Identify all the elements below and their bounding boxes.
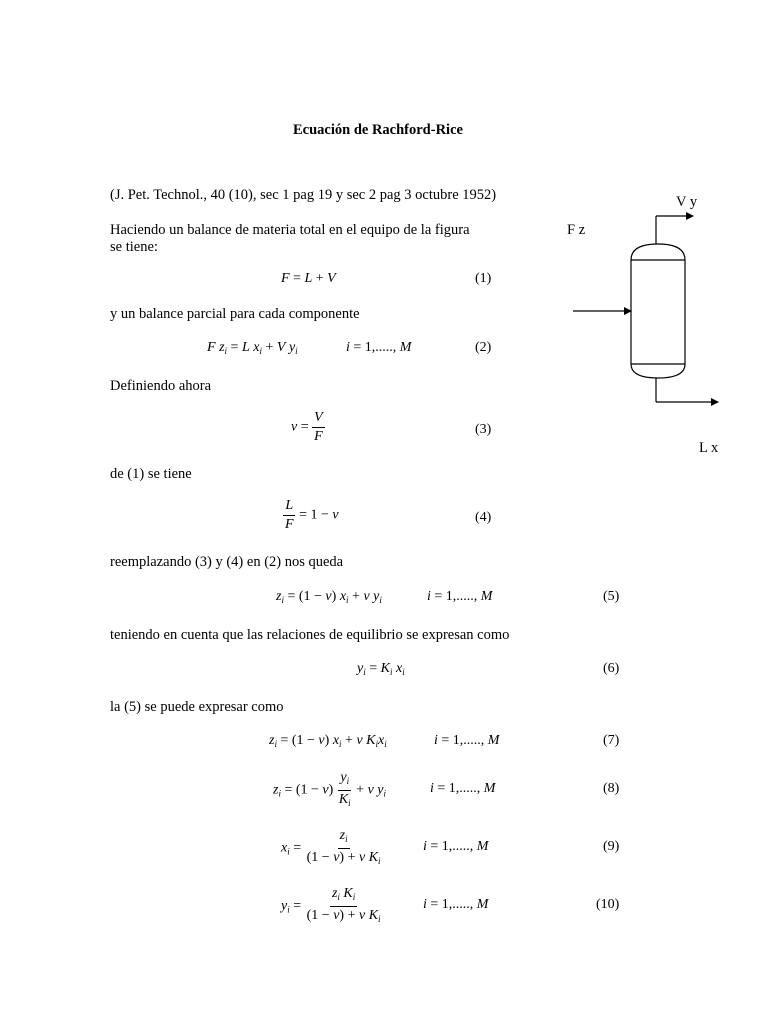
equation-5: $z_i = (1 - v) x_i + v$ $y_i$ xyxy=(276,589,382,605)
figure-label-liquid: L x xyxy=(699,440,719,456)
paragraph-balance-total-cont: se tiene: xyxy=(110,239,158,255)
equation-2: F $z_i = L$ $x_i + V$ $y_i$ xyxy=(207,340,298,356)
figure-label-vapor: V y xyxy=(676,194,698,210)
equation-number-5: (5) xyxy=(603,589,620,604)
equation-number-1: (1) xyxy=(475,271,492,286)
equation-4: $\frac{L}{F}$ = 1 − v xyxy=(285,498,339,532)
paragraph-de-1: de (1) se tiene xyxy=(110,466,192,482)
equation-6: $y_i = K_i$ $x_i$ xyxy=(357,661,405,677)
equation-8: $z_i = (1 - v)$ $\frac{y_i}{K_i}$ + v $y_i$ xyxy=(273,770,387,808)
reference-citation: (J. Pet. Technol., 40 (10), sec 1 pag 19 y sec 2 pag 3 octubre 1952) xyxy=(110,187,497,203)
paragraph-reemplazando: reemplazando (3) y (4) en (2) nos queda xyxy=(110,554,344,570)
equation-number-4: (4) xyxy=(475,510,492,525)
vessel-body xyxy=(631,244,685,378)
equation-number-8: (8) xyxy=(603,781,620,796)
paragraph-definiendo: Definiendo ahora xyxy=(110,378,212,394)
equation-7: $z_i = (1 - v) x_i + v$ $K_ix_i$ xyxy=(269,733,387,749)
paragraph-equilibrio: teniendo en cuenta que las relaciones de equilibrio se expresan como xyxy=(110,627,510,643)
paragraph-expresar: la (5) se puede expresar como xyxy=(110,699,284,715)
equation-9: $x_i$ = $\frac{z_i}{(1 - v) + v K_i}$ xyxy=(281,828,381,866)
equation-number-2: (2) xyxy=(475,340,492,355)
range-eq-9: i = 1,....., M xyxy=(423,839,489,854)
paragraph-balance-parcial: y un balance parcial para cada componente xyxy=(110,306,360,322)
equation-3: v = $\frac{V}{F}$ xyxy=(291,410,323,444)
equation-number-7: (7) xyxy=(603,733,620,748)
range-eq-5: i = 1,....., M xyxy=(427,589,493,604)
figure-label-feed: F z xyxy=(567,222,586,238)
range-eq-2: i = 1,....., M xyxy=(346,340,412,355)
equation-10: $y_i$ = $\frac{z_i K_i}{(1 - v) + v K_i}$ xyxy=(281,886,381,924)
equation-1: F = L + V xyxy=(281,271,336,286)
equation-number-3: (3) xyxy=(475,422,492,437)
range-eq-10: i = 1,....., M xyxy=(423,897,489,912)
equation-number-9: (9) xyxy=(603,839,620,854)
equation-number-10: (10) xyxy=(596,897,620,912)
paragraph-balance-total: Haciendo un balance de materia total en el equipo de la figura xyxy=(110,222,470,238)
range-eq-7: i = 1,....., M xyxy=(434,733,500,748)
range-eq-8: i = 1,....., M xyxy=(430,781,496,796)
equation-number-6: (6) xyxy=(603,661,620,676)
page-title: Ecuación de Rachford-Rice xyxy=(293,122,463,138)
